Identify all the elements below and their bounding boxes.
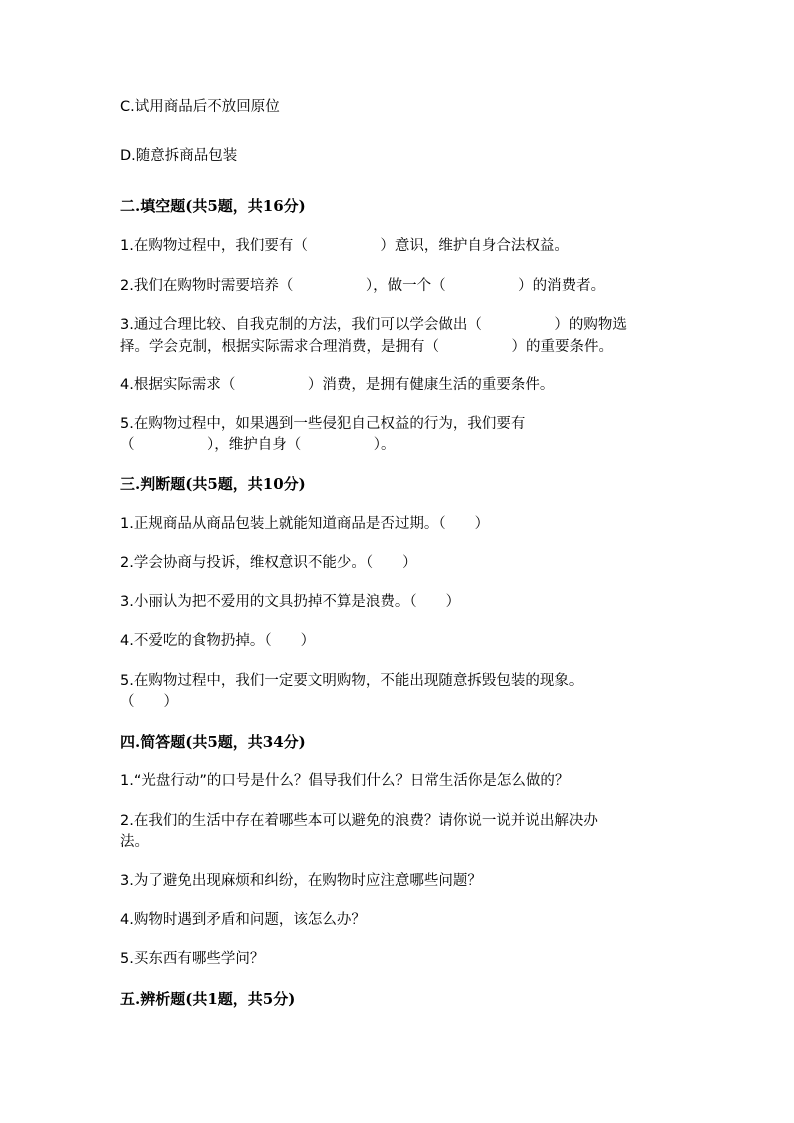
judge-question-1: 1.正规商品从商品包装上就能知道商品是否过期。（ ）: [120, 516, 490, 532]
section-3-title: 三.判断题(共5题，共10分): [120, 475, 306, 493]
option-d: D.随意拆商品包装: [120, 148, 238, 164]
option-c: C.试用商品后不放回原位: [120, 99, 280, 115]
short-question-4: 4.购物时遇到矛盾和问题，该怎么办？: [120, 912, 366, 928]
fill-question-2: 2.我们在购物时需要培养（ ），做一个（ ）的消费者。: [120, 278, 606, 294]
fill-question-5-line-2: （ ），维护自身（ ）。: [120, 437, 396, 453]
fill-question-4: 4.根据实际需求（ ）消费，是拥有健康生活的重要条件。: [120, 377, 555, 393]
short-question-1: 1.“光盘行动”的口号是什么？倡导我们什么？日常生活你是怎么做的？: [120, 773, 570, 789]
judge-question-2: 2.学会协商与投诉，维权意识不能少。（ ）: [120, 555, 417, 571]
section-5-title: 五.辨析题(共1题，共5分): [120, 990, 296, 1008]
fill-question-1: 1.在购物过程中，我们要有（ ）意识，维护自身合法权益。: [120, 238, 569, 254]
judge-question-5-line-2: （ ）: [120, 694, 178, 710]
judge-question-5-line-1: 5.在购物过程中，我们一定要文明购物，不能出现随意拆毁包装的现象。: [120, 673, 584, 689]
judge-question-4: 4.不爱吃的食物扔掉。（ ）: [120, 633, 316, 649]
section-2-title: 二.填空题(共5题，共16分): [120, 197, 306, 215]
short-question-2-line-1: 2.在我们的生活中存在着哪些本可以避免的浪费？请你说一说并说出解决办: [120, 813, 598, 829]
short-question-3: 3.为了避免出现麻烦和纠纷，在购物时应注意哪些问题？: [120, 873, 482, 889]
fill-question-5-line-1: 5.在购物过程中，如果遇到一些侵犯自己权益的行为，我们要有: [120, 416, 526, 432]
fill-question-3-line-2: 择。学会克制，根据实际需求合理消费，是拥有（ ）的重要条件。: [120, 339, 613, 355]
judge-question-3: 3.小丽认为把不爱用的文具扔掉不算是浪费。（ ）: [120, 594, 461, 610]
short-question-2-line-2: 法。: [120, 834, 149, 850]
short-question-5: 5.买东西有哪些学问？: [120, 951, 265, 967]
section-4-title: 四.简答题(共5题，共34分): [120, 733, 306, 751]
fill-question-3-line-1: 3.通过合理比较、自我克制的方法，我们可以学会做出（ ）的购物选: [120, 317, 627, 333]
